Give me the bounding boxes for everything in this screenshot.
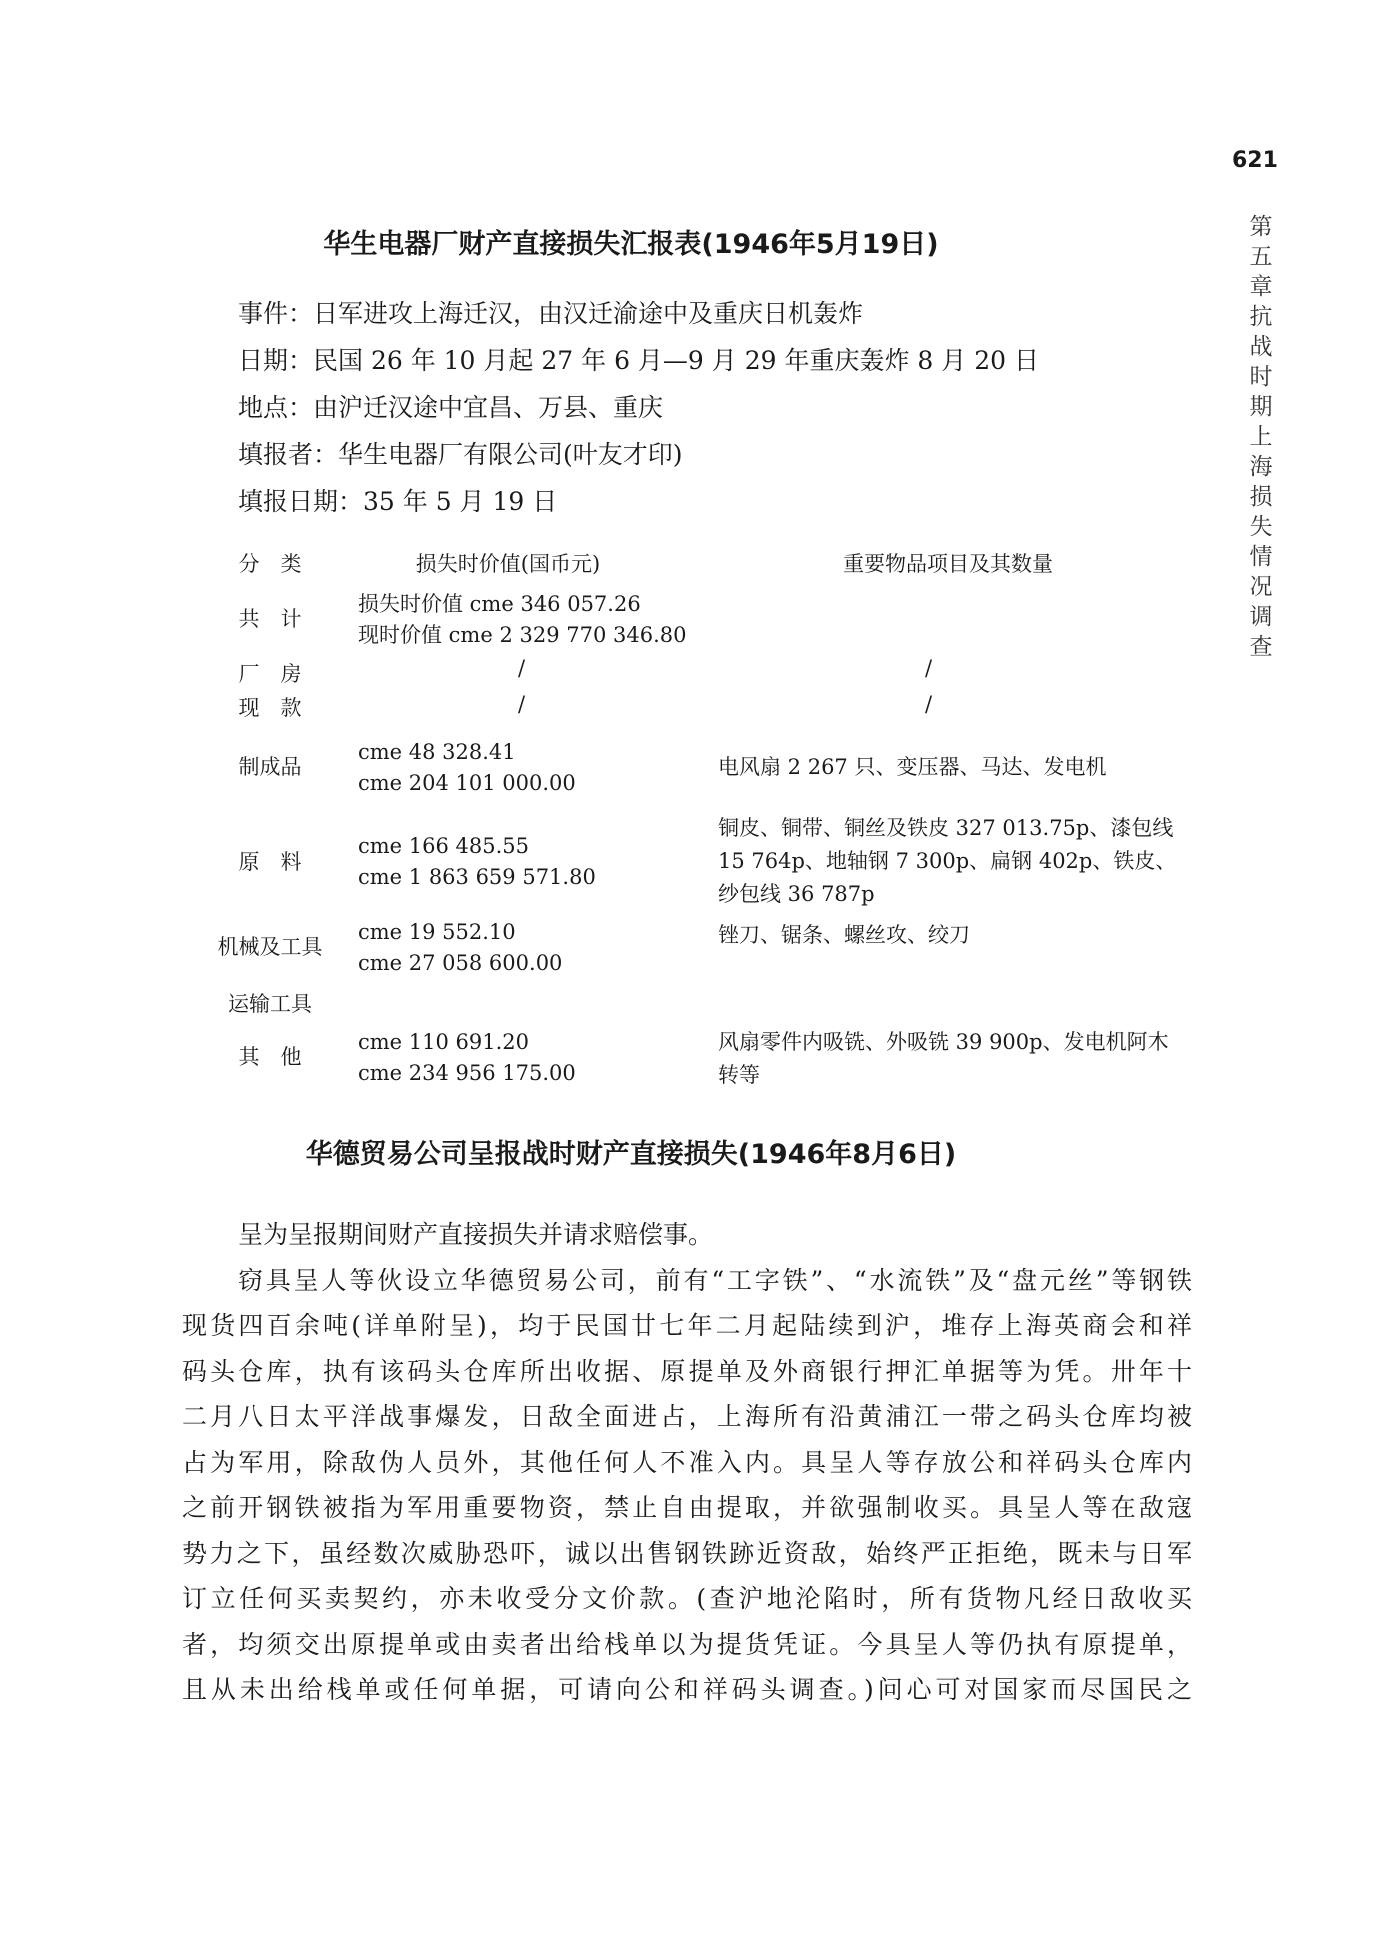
table-row (180, 588, 1190, 652)
row-category: 运输工具 (228, 992, 312, 1016)
header-category: 分 类 (238, 552, 302, 576)
row-value-2: cme 27 058 600.00 (358, 951, 563, 975)
row-value-1: cme 110 691.20 (358, 1030, 530, 1054)
row-category: 厂 房 (238, 662, 302, 686)
meta-date: 日期：民国 26 年 10 月起 27 年 6 月—9 月 29 年重庆轰炸 8 月 20 日 (238, 346, 1039, 375)
row-category: 制成品 (238, 755, 302, 779)
row-value-2: cme 204 101 000.00 (358, 771, 576, 795)
meta-event: 事件：日军进攻上海迁汉，由汉迁渝途中及重庆日机轰炸 (238, 299, 864, 328)
body-line: 势力之下，虽经数次威胁恐吓，诚以出售钢铁跡近资敌，始终严正拒绝，既未与日军 (182, 1538, 1192, 1568)
row-category: 机械及工具 (217, 935, 323, 959)
row-value-2: cme 234 956 175.00 (358, 1061, 576, 1085)
row-category: 其 他 (238, 1045, 302, 1069)
row-category: 共 计 (238, 607, 302, 631)
table-row (180, 736, 1190, 812)
header-value: 损失时价值(国币元) (415, 552, 601, 576)
body-line: 二月八日太平洋战事爆发，日敌全面进占，上海所有沿黄浦江一带之码头仓库均被 (182, 1402, 1192, 1431)
meta-report-date: 填报日期：35 年 5 月 19 日 (238, 487, 558, 516)
row-category: 现 款 (238, 696, 302, 720)
running-head-vertical: 第五章 抗战时期上海损失情况调查 (1249, 214, 1280, 660)
row-items: / (925, 656, 933, 680)
body-line: 订立任何买卖契约，亦未收受分文价款。(查沪地沦陷时，所有货物凡经日敌收买 (182, 1584, 1192, 1613)
body-line: 呈为呈报期间财产直接损失并请求赔偿事。 (238, 1220, 714, 1249)
row-value-1: / (518, 656, 526, 680)
row-value-1: cme 48 328.41 (358, 740, 516, 764)
row-items: 锉刀、锯条、螺丝攻、绞刀 (718, 923, 970, 947)
body-line: 之前开钢铁被指为军用重要物资，禁止自由提取，并欲强制收买。具呈人等在敌寇 (182, 1493, 1192, 1522)
row-value-1: / (518, 692, 526, 716)
loss-table (180, 548, 1190, 1096)
doc1-title: 华生电器厂财产直接损失汇报表(1946年5月19日) (323, 229, 939, 260)
meta-reporter: 填报者：华生电器厂有限公司(叶友才印) (238, 440, 683, 469)
header-items: 重要物品项目及其数量 (843, 552, 1053, 576)
row-items: / (925, 692, 933, 716)
body-line: 且从未出给栈单或任何单据，可请向公和祥码头调查。)问心可对国家而尽国民之 (182, 1675, 1192, 1704)
table-row (180, 812, 1190, 916)
row-category: 原 料 (238, 850, 302, 874)
page-number: 621 (1232, 148, 1278, 173)
table-row (180, 1026, 1190, 1096)
doc1-meta (238, 290, 1039, 525)
row-items: 电风扇 2 267 只、变压器、马达、发电机 (718, 755, 1107, 779)
doc2-title: 华德贸易公司呈报战时财产直接损失(1946年8月6日) (305, 1139, 957, 1170)
body-line: 码头仓库，执有该码头仓库所出收据、原提单及外商银行押汇单据等为凭。卅年十 (182, 1356, 1192, 1386)
table-header (180, 548, 1190, 588)
table-row (180, 974, 1190, 1026)
body-line: 现货四百余吨(详单附呈)，均于民国廿七年二月起陆续到沪，堆存上海英商会和祥 (182, 1311, 1192, 1340)
body-line: 窃具呈人等伙设立华德贸易公司，前有“工字铁”、“水流铁”及“盘元丝”等钢铁 (238, 1265, 1192, 1295)
row-value-1: cme 19 552.10 (358, 920, 516, 944)
row-items: 铜皮、铜带、铜丝及铁皮 327 013.75p、漆包线 15 764p、地轴钢 7 300p、扁钢 402p、铁皮、纱包线 36 787p (718, 816, 1177, 906)
row-value-2: cme 1 863 659 571.80 (358, 865, 596, 889)
table-row (180, 652, 1190, 688)
row-value-1: 损失时价值 cme 346 057.26 (358, 592, 641, 616)
row-value-1: cme 166 485.55 (358, 834, 530, 858)
meta-place: 地点：由沪迁汉途中宜昌、万县、重庆 (238, 393, 664, 422)
body-line: 占为军用，除敌伪人员外，其他任何人不准入内。具呈人等存放公和祥码头仓库内 (182, 1447, 1192, 1477)
row-items: 风扇零件内吸铣、外吸铣 39 900p、发电机阿木转等 (718, 1030, 1169, 1087)
table-row (180, 916, 1190, 974)
row-value-2: 现时价值 cme 2 329 770 346.80 (358, 623, 687, 647)
doc2-body (182, 1212, 1192, 1713)
body-line: 者，均须交出原提单或由卖者出给栈单以为提货凭证。今具呈人等仍执有原提单， (182, 1629, 1192, 1659)
table-row (180, 688, 1190, 736)
